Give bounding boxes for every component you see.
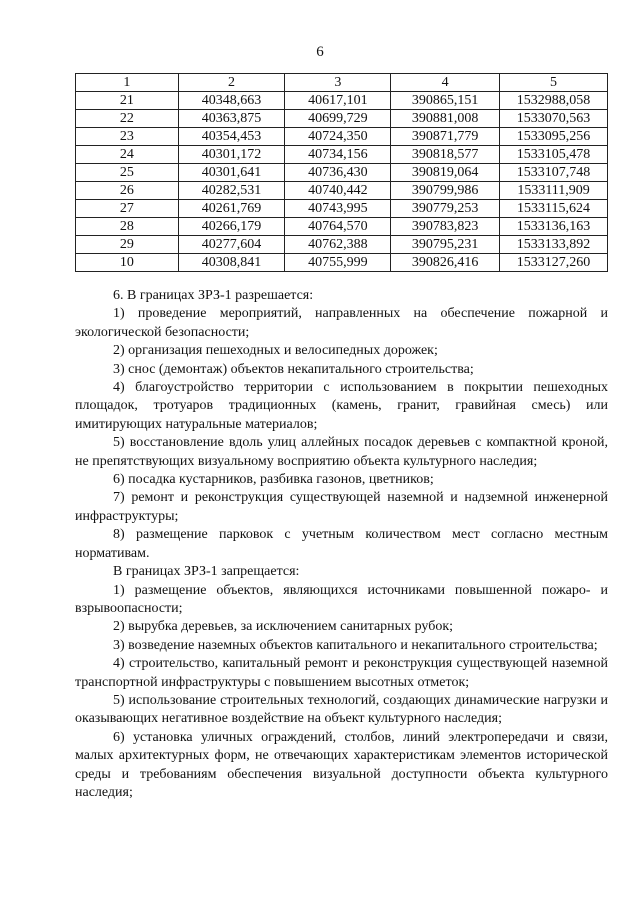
paragraph: 3) возведение наземных объектов капитального и некапитального строительства; xyxy=(113,637,598,653)
table-cell: 40277,604 xyxy=(178,236,285,254)
table-cell: 390799,986 xyxy=(391,182,500,200)
table-cell: 1533107,748 xyxy=(500,164,608,182)
table-cell: 390818,577 xyxy=(391,146,500,164)
table-cell: 390779,253 xyxy=(391,200,500,218)
table-row xyxy=(76,236,608,254)
table-cell: 29 xyxy=(76,236,179,254)
table-cell: 1533105,478 xyxy=(500,146,608,164)
table-cell: 1533127,260 xyxy=(500,254,608,272)
table-cell: 40363,875 xyxy=(178,110,285,128)
table-header-row xyxy=(76,74,608,92)
table-row xyxy=(76,110,608,128)
table-cell: 23 xyxy=(76,128,179,146)
table-cell: 40301,172 xyxy=(178,146,285,164)
table-row xyxy=(76,182,608,200)
body-text xyxy=(75,287,608,802)
table-cell: 1533133,892 xyxy=(500,236,608,254)
table-cell: 390826,416 xyxy=(391,254,500,272)
table-cell: 26 xyxy=(76,182,179,200)
table-cell: 40261,769 xyxy=(178,200,285,218)
table-cell: 40308,841 xyxy=(178,254,285,272)
paragraph: 2) организация пешеходных и велосипедных дорожек; xyxy=(113,343,438,359)
paragraph: 6) посадка кустарников, разбивка газонов, цветников; xyxy=(113,472,434,488)
table-cell: 40354,453 xyxy=(178,128,285,146)
paragraph: 8) размещение парковок с учетным количеством мест согласно местным нормативам. xyxy=(75,527,608,561)
table-cell: 40740,442 xyxy=(285,182,391,200)
paragraph: 6. В границах ЗРЗ-1 разрешается: xyxy=(113,288,314,303)
table-cell: 40724,350 xyxy=(285,128,391,146)
table-cell: 27 xyxy=(76,200,179,218)
paragraph: 5) использование строительных технологий, создающих динамические нагрузки и оказывающих негативное воздействие на объект культурного наследия; xyxy=(75,692,608,727)
table-cell: 1533111,909 xyxy=(500,182,608,200)
paragraph: 4) строительство, капитальный ремонт и реконструкция существующей наземной транспортной инфраструктуры с повышением высотных отметок; xyxy=(75,656,608,690)
table-cell: 10 xyxy=(76,254,179,272)
table-cell: 40764,570 xyxy=(285,218,391,236)
table-cell: 22 xyxy=(76,110,179,128)
table-cell: 40762,388 xyxy=(285,236,391,254)
coordinates-table xyxy=(75,73,608,272)
paragraph: 2) вырубка деревьев, за исключением санитарных рубок; xyxy=(113,619,454,635)
paragraph: 3) снос (демонтаж) объектов некапитального строительства; xyxy=(113,361,474,377)
table-row xyxy=(76,200,608,218)
table-cell: 40348,663 xyxy=(178,92,285,110)
table-cell: 40743,995 xyxy=(285,200,391,218)
column-header: 1 xyxy=(76,74,179,92)
column-header: 2 xyxy=(178,74,285,92)
table-cell: 390865,151 xyxy=(391,92,500,110)
table-cell: 25 xyxy=(76,164,179,182)
column-header: 3 xyxy=(285,74,391,92)
table-cell: 390783,823 xyxy=(391,218,500,236)
table-cell: 40301,641 xyxy=(178,164,285,182)
table-body xyxy=(76,92,608,272)
table-row xyxy=(76,254,608,272)
table-cell: 28 xyxy=(76,218,179,236)
table-row xyxy=(76,164,608,182)
table-row xyxy=(76,128,608,146)
paragraph: 4) благоустройство территории с использованием в покрытии пешеходных площадок, тротуаров традиционных (камень, гранит, гравийная смесь) или имитирующих натуральные материалов; xyxy=(75,380,608,432)
table-cell: 390795,231 xyxy=(391,236,500,254)
paragraph: 7) ремонт и реконструкция существующей наземной и надземной инженерной инфраструктуры; xyxy=(75,490,608,524)
table-row xyxy=(76,218,608,236)
column-header: 4 xyxy=(391,74,500,92)
paragraph: 1) размещение объектов, являющихся источниками повышенной пожаро- и взрывоопасности; xyxy=(75,582,608,616)
table-cell: 40617,101 xyxy=(285,92,391,110)
column-header: 5 xyxy=(500,74,608,92)
table-cell: 24 xyxy=(76,146,179,164)
paragraph: 5) восстановление вдоль улиц аллейных посадок деревьев с компактной кроной, не препятствующих визуальному восприятию объекта культурного наследия; xyxy=(75,435,608,469)
table-cell: 390871,779 xyxy=(391,128,500,146)
table-cell: 40699,729 xyxy=(285,110,391,128)
paragraph: 6) установка уличных ограждений, столбов, линий электропередачи и связи, малых архитектурных форм, не отвечающих характеристикам элементов исторической среды и требованиям обеспечения визуальной доступности объекта культурного наследия; xyxy=(75,729,608,800)
paragraph: 1) проведение мероприятий, направленных на обеспечение пожарной и экологической безопасности; xyxy=(75,306,608,340)
table-cell: 390881,008 xyxy=(391,110,500,128)
page-number: 6 xyxy=(316,44,324,60)
table-cell: 21 xyxy=(76,92,179,110)
table-cell: 1533136,163 xyxy=(500,218,608,236)
table-cell: 40755,999 xyxy=(285,254,391,272)
table-cell: 1533115,624 xyxy=(500,200,608,218)
table-cell: 1533070,563 xyxy=(500,110,608,128)
table-cell: 1533095,256 xyxy=(500,128,608,146)
table-cell: 40734,156 xyxy=(285,146,391,164)
table-cell: 40736,430 xyxy=(285,164,391,182)
paragraph: В границах ЗРЗ-1 запрещается: xyxy=(113,564,300,580)
table-row xyxy=(76,146,608,164)
table-cell: 390819,064 xyxy=(391,164,500,182)
table-cell: 40266,179 xyxy=(178,218,285,236)
table-cell: 40282,531 xyxy=(178,182,285,200)
table-row xyxy=(76,92,608,110)
table-cell: 1532988,058 xyxy=(500,92,608,110)
